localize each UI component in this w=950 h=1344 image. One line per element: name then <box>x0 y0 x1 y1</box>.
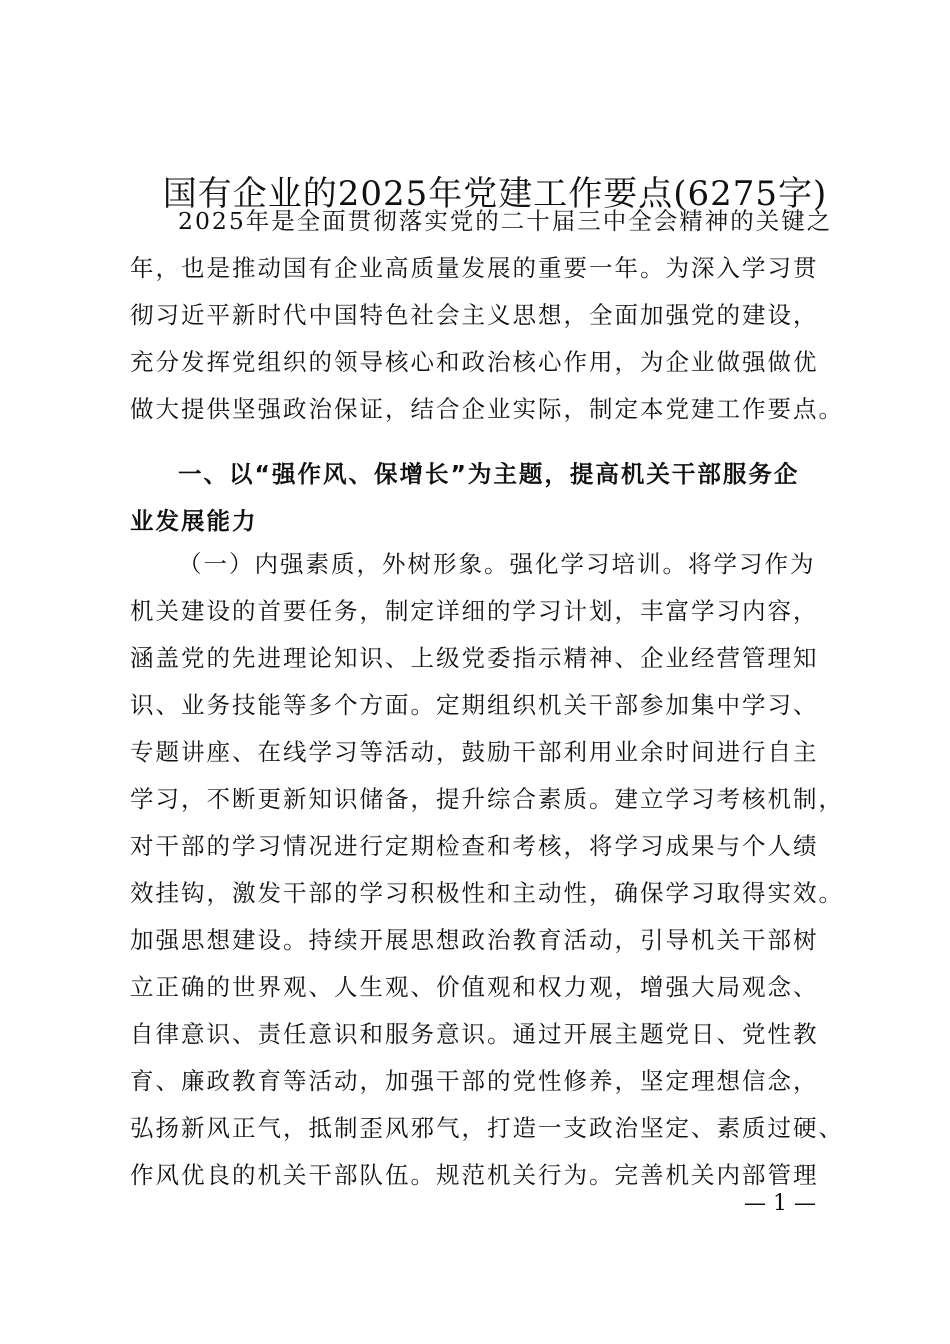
intro-line: 做大提供坚强政治保证，结合企业实际，制定本党建工作要点。 <box>130 395 844 423</box>
section-line: 识、业务技能等多个方面。定期组织机关干部参加集中学习、 <box>130 691 819 719</box>
section-line: 作风优良的机关干部队伍。规范机关行为。完善机关内部管理 <box>130 1161 819 1189</box>
section-paragraph <box>130 541 844 1199</box>
section-line: 机关建设的首要任务，制定详细的学习计划，丰富学习内容， <box>130 597 819 625</box>
heading-line: 一、以“强作风、保增长”为主题，提高机关干部服务企 <box>178 460 800 488</box>
section-line: 学习，不断更新知识储备，提升综合素质。建立学习考核机制， <box>130 785 844 813</box>
section-line: 育、廉政教育等活动，加强干部的党性修养，坚定理想信念， <box>130 1067 819 1095</box>
section-line: 效挂钩，激发干部的学习积极性和主动性，确保学习取得实效。 <box>130 879 844 907</box>
section-line: 弘扬新风正气，抵制歪风邪气，打造一支政治坚定、素质过硬、 <box>130 1114 844 1142</box>
heading-line: 业发展能力 <box>130 507 258 535</box>
section-heading <box>130 451 830 545</box>
section-line: 加强思想建设。持续开展思想政治教育活动，引导机关干部树 <box>130 926 819 954</box>
section-line: 自律意识、责任意识和服务意识。通过开展主题党日、党性教 <box>130 1020 819 1048</box>
section-line: 专题讲座、在线学习等活动，鼓励干部利用业余时间进行自主 <box>130 738 819 766</box>
section-line: 立正确的世界观、人生观、价值观和权力观，增强大局观念、 <box>130 973 819 1001</box>
intro-line: 年，也是推动国有企业高质量发展的重要一年。为深入学习贯 <box>130 254 819 282</box>
section-line: 对干部的学习情况进行定期检查和考核，将学习成果与个人绩 <box>130 832 819 860</box>
section-line: 涵盖党的先进理论知识、上级党委指示精神、企业经营管理知 <box>130 644 819 672</box>
intro-line: 2025年是全面贯彻落实党的二十届三中全会精神的关键之 <box>178 207 833 235</box>
page-number: — 1 — <box>744 1191 816 1216</box>
intro-line: 彻习近平新时代中国特色社会主义思想，全面加强党的建设， <box>130 301 819 329</box>
intro-line: 充分发挥党组织的领导核心和政治核心作用，为企业做强做优 <box>130 348 819 376</box>
intro-paragraph <box>130 198 844 433</box>
document-title: 国有企业的2025年党建工作要点(6275字) <box>162 174 828 214</box>
section-line: （一）内强素质，外树形象。强化学习培训。将学习作为 <box>178 550 816 578</box>
